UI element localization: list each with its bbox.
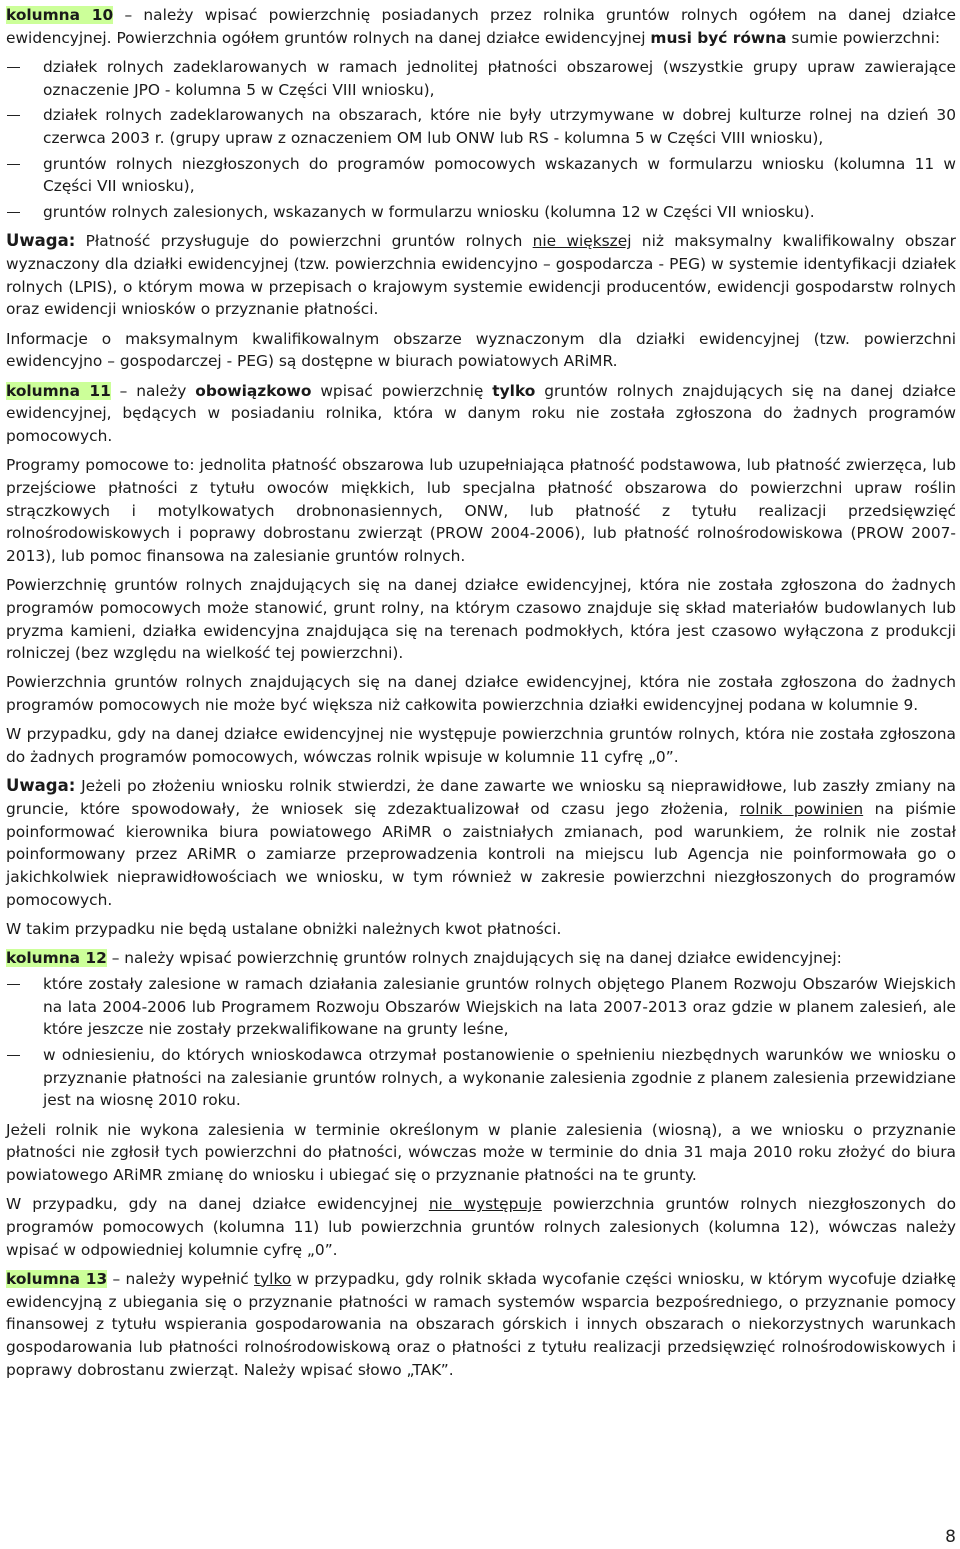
page-number: 8 [945, 1527, 956, 1547]
list-item: działek rolnych zadeklarowanych na obszarach, które nie były utrzymywane w dobrej kulturze rolnej na dzień 30 czerwca 2003 r. (grupy upraw z oznaczeniem OM lub ONW lub RS - kolumna 5 w Części VIII wniosku), [6, 104, 956, 149]
k11-uwaga-text-a: Jeżeli po złożeniu wniosku rolnik stwierdzi, że dane zawarte we wniosku są nieprawidłowe, lub zaszły zmiany na gruncie, które spowodowały, że wniosek się zdezaktualizował od czasu jego złożenia, [6, 777, 956, 818]
k10-intro-text-a: – należy wpisać powierzchnię posiadanych przez rolnika gruntów rolnych ogółem na danej działce ewidencyjnej. Powierzchnia ogółem gruntów rolnych na danej działce ewidencyjnej [6, 6, 956, 47]
k12-zero-underline: nie występuje [428, 1195, 542, 1214]
k12-zero-text-b: powierzchnia gruntów rolnych niezgłoszonych do programów pomocowych (kolumna 11) lub powierzchnia gruntów rolnych zalesionych (kolumna 12), wówczas należy wpisać w odpowiedniej kolumnie cyfrę „0”. [6, 1195, 956, 1259]
k11-uwaga [6, 775, 956, 911]
uwaga-label: Uwaga: [6, 231, 76, 251]
k10-intro [6, 4, 956, 49]
k11-examples: Powierzchnię gruntów rolnych znajdujących się na danej działce ewidencyjnej, która nie została zgłoszona do żadnych programów pomocowych może stanowić, grunt rolny, na którym czasowo znajduje się skład materiałów budowlanych lub pryzma kamieni, działka ewidencyjna znajdująca się na terenach podmokłych, która jest czasowo wyłączona z produkcji rolniczej (bez względu na wielkość tej powierzchni). [6, 576, 956, 663]
k12-intro-text: – należy wpisać powierzchnię gruntów rolnych znajdujących się na danej działce ewidencyjnej: [106, 949, 842, 968]
k10-list [6, 56, 956, 224]
k11-intro [6, 380, 956, 448]
k11-label: kolumna 11 [6, 381, 111, 400]
k11-zero: W przypadku, gdy na danej działce ewidencyjnej nie występuje powierzchnia gruntów rolnych, która nie została zgłoszona do żadnych programów pomocowych, wówczas rolnik wpisuje w kolumnie 11 cyfrę „0”. [6, 725, 956, 767]
list-item: gruntów rolnych zalesionych, wskazanych w formularzu wniosku (kolumna 12 w Części VII wniosku). [6, 201, 956, 224]
list-item: gruntów rolnych niezgłoszonych do programów pomocowych wskazanych w formularzu wniosku (kolumna 11 w Części VII wniosku), [6, 153, 956, 198]
k12-zero-text-a: W przypadku, gdy na danej działce ewidencyjnej [6, 1195, 429, 1214]
k13-text-b: w przypadku, gdy rolnik składa wycofanie części wniosku, w którym wycofuje działkę ewidencyjną z ubiegania się o przyznanie płatności w ramach systemów wsparcia bezpośredniego, o przyznanie pomocy finansowej z tytułu wspierania gospodarowania na obszarach górskich i innych obszarach o niekorzystnych warunkach gospodarowania lub płatności rolnośrodowiskową oraz o płatności z tytułu realizacji przedsięwzięć rolnośrodowiskowych i poprawy dobrostanu zwierząt. Należy wpisać słowo „TAK”. [6, 1269, 956, 1379]
k12-intro [6, 947, 956, 970]
list-item: działek rolnych zadeklarowanych w ramach jednolitej płatności obszarowej (wszystkie grupy upraw zawierające oznaczenie JPO - kolumna 5 w Części VIII wniosku), [6, 56, 956, 101]
k11-uwaga-underline: rolnik powinien [739, 800, 864, 818]
k10-info: Informacje o maksymalnym kwalifikowalnym obszarze wyznaczonym dla działki ewidencyjnej (tzw. powierzchni ewidencyjno – gospodarczej - PEG) są dostępne w biurach powiatowych ARiMR. [6, 329, 956, 371]
k10-uwaga-underline: nie większej [532, 232, 632, 251]
k12-label: kolumna 12 [6, 949, 107, 968]
list-item: w odniesieniu, do których wnioskodawca otrzymał postanowienie o spełnieniu niezbędnych warunków we wniosku o przyznanie płatności na zalesianie gruntów rolnych, a wykonanie zalesienia zgodnie z planem zalesienia przewidziane jest na wiosnę 2010 roku. [6, 1044, 956, 1112]
k10-uwaga-text-a: Płatność przysługuje do powierzchni gruntów rolnych [75, 232, 533, 251]
k12-list [6, 973, 956, 1112]
k13-text [6, 1268, 956, 1382]
k11-text-c: gruntów rolnych znajdujących się na danej działce ewidencyjnej, będących w posiadaniu rolnika, która w danym roku nie została zgłoszona do żadnych programów pomocowych. [6, 381, 956, 445]
k11-text-a: – należy [110, 381, 196, 400]
k12-deadline: Jeżeli rolnik nie wykona zalesienia w terminie określonym w planie zalesienia (wiosną), a we wniosku o przyznanie płatności nie zgłosił tych powierzchni do płatności, wówczas może w terminie do dnia 31 maja 2010 roku złożyć do biura powiatowego ARiMR zmianę do wniosku i ubiegać się o przyznanie płatności na te grunty. [6, 1120, 956, 1185]
k11-no-reduction: W takim przypadku nie będą ustalane obniżki należnych kwot płatności. [6, 920, 562, 939]
k10-uwaga [6, 230, 956, 321]
k11-tylko: tylko [492, 381, 536, 400]
k10-musi: musi być równa [650, 28, 787, 47]
k10-intro-text-b: sumie powierzchni: [786, 28, 941, 47]
uwaga-label: Uwaga: [6, 776, 76, 796]
instructions-body [6, 4, 956, 1388]
k13-text-a: – należy wypełnić [107, 1269, 255, 1288]
list-item: które zostały zalesione w ramach działania zalesianie gruntów rolnych objętego Planem Rozwoju Obszarów Wiejskich na lata 2004-2006 lub Programem Rozwoju Obszarów Wiejskich na lata 2007-2013 oraz gdzie w planem zalesień, ale które jeszcze nie zostały przekwalifikowane na grunty leśne, [6, 973, 956, 1041]
k13-label: kolumna 13 [6, 1269, 108, 1288]
k12-zero [6, 1193, 956, 1261]
k13-tylko: tylko [254, 1269, 292, 1288]
k11-text-b: wpisać powierzchnię [311, 381, 493, 400]
k10-uwaga-text-b: niż maksymalny kwalifikowalny obszar wyznaczony dla działki ewidencyjnej (tzw. powierzchnia ewidencyjno – gospodarcza - PEG) w systemie identyfikacji działek rolnych (LPIS), o którym mowa w przepisach o krajowym systemie ewidencji producentów, ewidencji gospodarstw rolnych oraz ewidencji wniosków o przyznanie płatności. [6, 232, 956, 319]
k11-limit: Powierzchnia gruntów rolnych znajdujących się na danej działce ewidencyjnej, która nie została zgłoszona do żadnych programów pomocowych nie może być większa niż całkowita powierzchnia działki ewidencyjnej podana w kolumnie 9. [6, 673, 956, 715]
k11-programs: Programy pomocowe to: jednolita płatność obszarowa lub uzupełniająca płatność podstawowa, lub płatność zwierzęca, lub przejściowe płatności z tytułu owoców miękkich, lub specjalna płatność obszarowa do powierzchni upraw roślin strączkowych i motylkowatych drobnonasiennych, ONW, lub płatność z tytułu realizacji przedsięwzięć rolnośrodowiskowych i poprawy dobrostanu zwierząt (PROW 2004-2006), lub płatność rolnośrodowiskowa (PROW 2007-2013), lub pomoc finansowa na zalesianie gruntów rolnych. [6, 456, 956, 565]
k11-obowiazkowo: obowiązkowo [195, 381, 312, 400]
k11-uwaga-text-b: na piśmie poinformować kierownika biura powiatowego ARiMR o zaistniałych zmianach, pod warunkiem, że rolnik nie został poinformowany przez ARiMR o zamiarze przeprowadzenia kontroli na miejscu lub Agencja nie poinformowała go o jakichkolwiek nieprawidłowościach we wniosku, w tym również w zakresie powierzchni niezgłoszonych do programów pomocowych. [6, 800, 956, 909]
k10-label: kolumna 10 [6, 6, 114, 24]
